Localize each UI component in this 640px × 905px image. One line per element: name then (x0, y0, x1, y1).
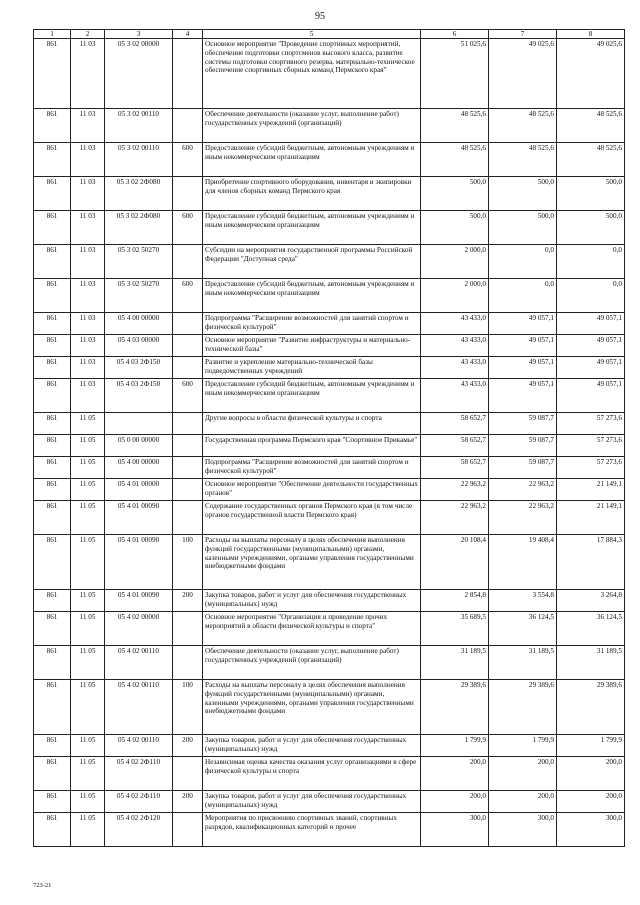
cell-admin-code: 861 (34, 211, 71, 245)
table-row (34, 211, 625, 245)
cell-amount-year-2: 49 057,1 (489, 313, 557, 335)
cell-amount-year-3: 49 057,1 (557, 335, 625, 357)
table-body (34, 39, 625, 847)
cell-expense-type (173, 435, 203, 457)
table-row (34, 109, 625, 143)
cell-admin-code: 861 (34, 313, 71, 335)
cell-admin-code: 861 (34, 735, 71, 757)
cell-target-article: 05 3 02 50270 (105, 245, 173, 279)
cell-expense-type (173, 646, 203, 680)
cell-amount-year-1: 2 854,8 (421, 590, 489, 612)
cell-expense-type: 100 (173, 680, 203, 735)
budget-table (33, 29, 625, 847)
cell-amount-year-3: 21 149,1 (557, 479, 625, 501)
cell-section-code: 11 05 (71, 501, 105, 535)
cell-expense-type: 200 (173, 590, 203, 612)
cell-amount-year-1: 1 799,9 (421, 735, 489, 757)
table-row (34, 590, 625, 612)
table-row (34, 680, 625, 735)
cell-target-article: 05 4 01 00090 (105, 535, 173, 590)
cell-section-code: 11 03 (71, 245, 105, 279)
cell-description: Обеспечение деятельности (оказание услуг, выполнение работ) государственных учреждений (организаций) (203, 109, 421, 143)
cell-amount-year-1: 43 433,0 (421, 335, 489, 357)
cell-amount-year-1: 48 525,6 (421, 109, 489, 143)
table-row (34, 379, 625, 413)
cell-amount-year-1: 300,0 (421, 813, 489, 847)
cell-amount-year-2: 49 057,1 (489, 379, 557, 413)
cell-amount-year-1: 29 389,6 (421, 680, 489, 735)
cell-expense-type (173, 813, 203, 847)
cell-amount-year-3: 57 273,6 (557, 435, 625, 457)
page-number: 95 (315, 11, 325, 22)
cell-amount-year-2: 22 963,2 (489, 479, 557, 501)
cell-admin-code: 861 (34, 791, 71, 813)
cell-section-code: 11 03 (71, 39, 105, 109)
table-row (34, 457, 625, 479)
cell-description: Закупка товаров, работ и услуг для обеспечения государственных (муниципальных) нужд (203, 590, 421, 612)
cell-admin-code: 861 (34, 501, 71, 535)
cell-expense-type: 600 (173, 211, 203, 245)
cell-target-article: 05 3 02 00110 (105, 143, 173, 177)
cell-expense-type (173, 479, 203, 501)
cell-amount-year-2: 500,0 (489, 211, 557, 245)
cell-amount-year-3: 49 057,1 (557, 357, 625, 379)
cell-expense-type: 100 (173, 535, 203, 590)
cell-description: Другие вопросы в области физической культуры и спорта (203, 413, 421, 435)
cell-admin-code: 861 (34, 535, 71, 590)
cell-admin-code: 861 (34, 39, 71, 109)
cell-expense-type (173, 39, 203, 109)
cell-amount-year-3: 49 057,1 (557, 379, 625, 413)
cell-section-code: 11 05 (71, 435, 105, 457)
cell-admin-code: 861 (34, 646, 71, 680)
cell-amount-year-3: 500,0 (557, 177, 625, 211)
cell-amount-year-2: 300,0 (489, 813, 557, 847)
cell-section-code: 11 05 (71, 791, 105, 813)
cell-amount-year-3: 48 525,6 (557, 109, 625, 143)
table-row (34, 813, 625, 847)
cell-target-article: 05 0 00 00000 (105, 435, 173, 457)
cell-amount-year-2: 22 963,2 (489, 501, 557, 535)
cell-amount-year-1: 22 963,2 (421, 501, 489, 535)
cell-description: Обеспечение деятельности (оказание услуг, выполнение работ) государственных учреждений (организаций) (203, 646, 421, 680)
cell-admin-code: 861 (34, 590, 71, 612)
cell-section-code: 11 05 (71, 413, 105, 435)
table-row (34, 501, 625, 535)
cell-section-code: 11 03 (71, 143, 105, 177)
budget-table-container (33, 29, 624, 847)
cell-amount-year-3: 57 273,6 (557, 457, 625, 479)
cell-admin-code: 861 (34, 379, 71, 413)
cell-amount-year-3: 0,0 (557, 279, 625, 313)
cell-description: Содержание государственных органов Пермского края (в том числе органов государственной власти Пермского края) (203, 501, 421, 535)
cell-admin-code: 861 (34, 279, 71, 313)
cell-target-article: 05 4 03 2Ф150 (105, 379, 173, 413)
cell-amount-year-2: 0,0 (489, 245, 557, 279)
cell-admin-code: 861 (34, 757, 71, 791)
cell-amount-year-2: 19 408,4 (489, 535, 557, 590)
cell-expense-type (173, 335, 203, 357)
cell-admin-code: 861 (34, 413, 71, 435)
cell-amount-year-1: 500,0 (421, 211, 489, 245)
cell-admin-code: 861 (34, 357, 71, 379)
cell-description: Государственная программа Пермского края "Спортивное Прикамье" (203, 435, 421, 457)
cell-target-article: 05 3 02 2Ф080 (105, 211, 173, 245)
header-col-6: 6 (421, 30, 489, 39)
cell-description: Предоставление субсидий бюджетным, автономным учреждениям и иным некоммерческим организациям (203, 279, 421, 313)
table-row (34, 413, 625, 435)
cell-amount-year-1: 43 433,0 (421, 357, 489, 379)
cell-description: Приобретение спортивного оборудования, инвентаря и экипировки для членов сборных команд Пермского края (203, 177, 421, 211)
table-row (34, 245, 625, 279)
cell-amount-year-1: 22 963,2 (421, 479, 489, 501)
cell-section-code: 11 03 (71, 379, 105, 413)
cell-description: Независимая оценка качества оказания услуг организациями в сфере физической культуры и спорта (203, 757, 421, 791)
cell-description: Предоставление субсидий бюджетным, автономным учреждениям и иным некоммерческим организациям (203, 211, 421, 245)
cell-target-article: 05 4 00 00000 (105, 457, 173, 479)
header-col-3: 3 (105, 30, 173, 39)
cell-amount-year-3: 300,0 (557, 813, 625, 847)
cell-target-article (105, 413, 173, 435)
footer-code: 723-21 (33, 882, 52, 889)
cell-description: Расходы на выплаты персоналу в целях обеспечения выполнения функций государственными (муниципальными) органами, казенными учреждениями, органами управления государственными внебюджетными фондами (203, 680, 421, 735)
cell-admin-code: 861 (34, 109, 71, 143)
cell-amount-year-3: 29 389,6 (557, 680, 625, 735)
cell-amount-year-1: 2 000,0 (421, 245, 489, 279)
cell-description: Подпрограмма "Расширение возможностей для занятий спортом и физической культурой" (203, 313, 421, 335)
cell-target-article: 05 4 02 2Ф110 (105, 757, 173, 791)
cell-admin-code: 861 (34, 335, 71, 357)
cell-admin-code: 861 (34, 143, 71, 177)
cell-description: Основное мероприятие "Развитие инфраструктуры и материально-технической базы" (203, 335, 421, 357)
cell-admin-code: 861 (34, 813, 71, 847)
cell-expense-type (173, 313, 203, 335)
cell-description: Основное мероприятие "Обеспечение деятельности государственных органов" (203, 479, 421, 501)
cell-expense-type (173, 357, 203, 379)
cell-target-article: 05 3 02 00000 (105, 39, 173, 109)
cell-amount-year-2: 59 087,7 (489, 413, 557, 435)
cell-target-article: 05 4 02 2Ф120 (105, 813, 173, 847)
table-row (34, 535, 625, 590)
cell-amount-year-3: 31 189,5 (557, 646, 625, 680)
table-row (34, 177, 625, 211)
table-row (34, 479, 625, 501)
cell-target-article: 05 3 02 2Ф080 (105, 177, 173, 211)
cell-section-code: 11 05 (71, 757, 105, 791)
cell-amount-year-3: 57 273,6 (557, 413, 625, 435)
cell-amount-year-3: 21 149,1 (557, 501, 625, 535)
table-row (34, 357, 625, 379)
cell-target-article: 05 4 00 00000 (105, 313, 173, 335)
cell-amount-year-3: 500,0 (557, 211, 625, 245)
header-col-4: 4 (173, 30, 203, 39)
cell-amount-year-2: 48 525,6 (489, 143, 557, 177)
cell-amount-year-2: 49 057,1 (489, 335, 557, 357)
cell-section-code: 11 05 (71, 535, 105, 590)
cell-amount-year-3: 200,0 (557, 791, 625, 813)
cell-section-code: 11 05 (71, 680, 105, 735)
cell-expense-type: 600 (173, 143, 203, 177)
cell-description: Предоставление субсидий бюджетным, автономным учреждениям и иным некоммерческим организациям (203, 143, 421, 177)
table-row (34, 646, 625, 680)
cell-amount-year-2: 36 124,5 (489, 612, 557, 646)
cell-amount-year-3: 36 124,5 (557, 612, 625, 646)
cell-amount-year-2: 200,0 (489, 791, 557, 813)
cell-amount-year-1: 43 433,0 (421, 313, 489, 335)
cell-amount-year-1: 2 000,0 (421, 279, 489, 313)
cell-section-code: 11 03 (71, 211, 105, 245)
cell-expense-type (173, 109, 203, 143)
cell-admin-code: 861 (34, 435, 71, 457)
cell-target-article: 05 4 03 00000 (105, 335, 173, 357)
header-col-8: 8 (557, 30, 625, 39)
cell-expense-type: 200 (173, 791, 203, 813)
cell-expense-type (173, 612, 203, 646)
cell-expense-type (173, 245, 203, 279)
cell-amount-year-3: 3 264,8 (557, 590, 625, 612)
cell-admin-code: 861 (34, 457, 71, 479)
cell-amount-year-2: 3 554,8 (489, 590, 557, 612)
cell-amount-year-2: 500,0 (489, 177, 557, 211)
cell-expense-type (173, 413, 203, 435)
cell-description: Подпрограмма "Расширение возможностей для занятий спортом и физической культурой" (203, 457, 421, 479)
cell-amount-year-2: 200,0 (489, 757, 557, 791)
cell-amount-year-1: 200,0 (421, 791, 489, 813)
cell-admin-code: 861 (34, 245, 71, 279)
cell-amount-year-3: 0,0 (557, 245, 625, 279)
cell-amount-year-1: 31 189,5 (421, 646, 489, 680)
cell-target-article: 05 4 01 00000 (105, 479, 173, 501)
cell-amount-year-2: 1 799,9 (489, 735, 557, 757)
cell-description: Мероприятия по присвоению спортивных званий, спортивных разрядов, квалификационных категорий и прочее (203, 813, 421, 847)
cell-section-code: 11 05 (71, 479, 105, 501)
cell-section-code: 11 05 (71, 646, 105, 680)
cell-section-code: 11 05 (71, 735, 105, 757)
table-header-row (34, 30, 625, 39)
cell-section-code: 11 05 (71, 813, 105, 847)
cell-amount-year-3: 49 057,1 (557, 313, 625, 335)
cell-target-article: 05 4 02 00110 (105, 646, 173, 680)
cell-expense-type (173, 757, 203, 791)
cell-description: Основное мероприятие "Проведение спортивных мероприятий, обеспечение подготовки спортсменов высокого класса, развитие системы подготовки спортивного резерва, материально-техническое обеспечение спортивных сборных команд Пермского края" (203, 39, 421, 109)
cell-expense-type (173, 501, 203, 535)
header-col-1: 1 (34, 30, 71, 39)
cell-amount-year-1: 35 689,5 (421, 612, 489, 646)
cell-target-article: 05 4 02 00110 (105, 680, 173, 735)
table-row (34, 39, 625, 109)
cell-amount-year-2: 49 057,1 (489, 357, 557, 379)
cell-section-code: 11 05 (71, 612, 105, 646)
cell-amount-year-3: 200,0 (557, 757, 625, 791)
header-col-5: 5 (203, 30, 421, 39)
cell-section-code: 11 03 (71, 177, 105, 211)
cell-target-article: 05 4 03 2Ф150 (105, 357, 173, 379)
table-row (34, 279, 625, 313)
cell-section-code: 11 03 (71, 335, 105, 357)
cell-description: Закупка товаров, работ и услуг для обеспечения государственных (муниципальных) нужд (203, 791, 421, 813)
table-row (34, 612, 625, 646)
cell-expense-type: 200 (173, 735, 203, 757)
cell-admin-code: 861 (34, 177, 71, 211)
cell-amount-year-2: 59 087,7 (489, 435, 557, 457)
table-row (34, 757, 625, 791)
cell-target-article: 05 4 01 00090 (105, 501, 173, 535)
cell-section-code: 11 03 (71, 313, 105, 335)
cell-description: Основное мероприятие "Организация и проведение прочих мероприятий в области физической культуры и спорта" (203, 612, 421, 646)
cell-amount-year-3: 49 025,6 (557, 39, 625, 109)
cell-target-article: 05 3 02 50270 (105, 279, 173, 313)
cell-description: Предоставление субсидий бюджетным, автономным учреждениям и иным некоммерческим организациям (203, 379, 421, 413)
header-col-7: 7 (489, 30, 557, 39)
cell-description: Закупка товаров, работ и услуг для обеспечения государственных (муниципальных) нужд (203, 735, 421, 757)
cell-target-article: 05 4 02 2Ф110 (105, 791, 173, 813)
cell-amount-year-2: 29 389,6 (489, 680, 557, 735)
table-row (34, 335, 625, 357)
table-row (34, 791, 625, 813)
cell-description: Развитие и укрепление материально-технической базы подведомственных учреждений (203, 357, 421, 379)
cell-target-article: 05 4 02 00110 (105, 735, 173, 757)
cell-target-article: 05 3 02 00110 (105, 109, 173, 143)
cell-amount-year-1: 51 025,6 (421, 39, 489, 109)
cell-section-code: 11 03 (71, 357, 105, 379)
cell-target-article: 05 4 01 00090 (105, 590, 173, 612)
table-row (34, 143, 625, 177)
cell-amount-year-2: 0,0 (489, 279, 557, 313)
cell-admin-code: 861 (34, 680, 71, 735)
cell-amount-year-1: 58 652,7 (421, 435, 489, 457)
header-col-2: 2 (71, 30, 105, 39)
cell-admin-code: 861 (34, 612, 71, 646)
cell-section-code: 11 03 (71, 279, 105, 313)
cell-amount-year-3: 17 884,3 (557, 535, 625, 590)
table-row (34, 435, 625, 457)
cell-section-code: 11 03 (71, 109, 105, 143)
cell-amount-year-2: 48 525,6 (489, 109, 557, 143)
cell-amount-year-1: 200,0 (421, 757, 489, 791)
cell-amount-year-1: 43 433,0 (421, 379, 489, 413)
cell-amount-year-2: 59 087,7 (489, 457, 557, 479)
cell-amount-year-1: 58 652,7 (421, 457, 489, 479)
cell-amount-year-1: 48 525,6 (421, 143, 489, 177)
table-row (34, 735, 625, 757)
cell-amount-year-2: 49 025,6 (489, 39, 557, 109)
cell-expense-type: 600 (173, 279, 203, 313)
cell-amount-year-1: 58 652,7 (421, 413, 489, 435)
cell-description: Субсидии на мероприятия государственной программы Российской Федерации "Доступная среда" (203, 245, 421, 279)
cell-admin-code: 861 (34, 479, 71, 501)
cell-expense-type (173, 177, 203, 211)
cell-amount-year-3: 1 799,9 (557, 735, 625, 757)
cell-amount-year-1: 20 108,4 (421, 535, 489, 590)
cell-section-code: 11 05 (71, 590, 105, 612)
cell-description: Расходы на выплаты персоналу в целях обеспечения выполнения функций государственными (муниципальными) органами, казенными учреждениями, органами управления государственными внебюджетными фондами (203, 535, 421, 590)
cell-expense-type (173, 457, 203, 479)
cell-expense-type: 600 (173, 379, 203, 413)
cell-target-article: 05 4 02 00000 (105, 612, 173, 646)
cell-section-code: 11 05 (71, 457, 105, 479)
table-row (34, 313, 625, 335)
cell-amount-year-2: 31 189,5 (489, 646, 557, 680)
cell-amount-year-3: 48 525,6 (557, 143, 625, 177)
cell-amount-year-1: 500,0 (421, 177, 489, 211)
